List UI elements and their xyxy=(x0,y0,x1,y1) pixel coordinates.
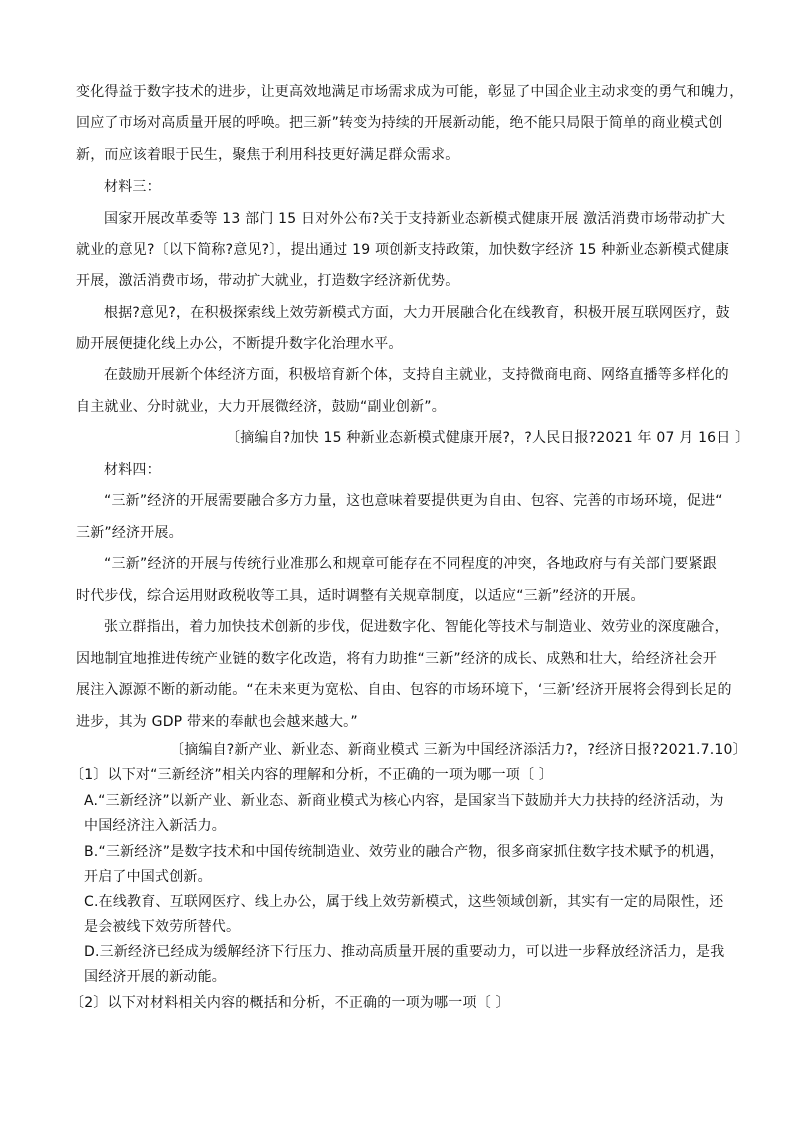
paragraph-line: 张立群指出，着力加快技术创新的步伐，促进数字化、智能化等技术与制造业、效劳业的深度融合， xyxy=(104,619,729,635)
paragraph-line: 根据?意见?，在积极探索线上效劳新模式方面，大力开展融合化在线教育，积极开展互联网医疗，鼓 xyxy=(104,305,730,321)
option-c-line: C.在线教育、互联网医疗、线上办公，属于线上效劳新模式，这些领域创新，其实有一定的局限性，还 xyxy=(84,894,724,910)
paragraph-line: 时代步伐，综合运用财政税收等工具，适时调整有关规章制度，以适应“三新”经济的开展。 xyxy=(76,588,645,604)
option-b-line: B.“三新经济”是数字技术和中国传统制造业、效劳业的融合产物，很多商家抓住数字技术赋予的机遇， xyxy=(84,844,724,860)
paragraph-line: 新，而应该着眼于民生，聚焦于利用科技更好满足群众需求。 xyxy=(76,147,460,163)
paragraph-line: “三新”经济的开展需要融合多方力量，这也意味着要提供更为自由、包容、完善的市场环境，促进“ xyxy=(104,493,723,509)
option-a-line: A.“三新经济”以新产业、新业态、新商业模式为核心内容，是国家当下鼓励并大力扶持的经济活动，为 xyxy=(84,793,724,809)
option-d-line: D.三新经济已经成为缓解经济下行压力、推动高质量开展的重要动力，可以进一步释放经济活力，是我 xyxy=(84,944,725,960)
paragraph-line: 变化得益于数字技术的进步，让更高效地满足市场需求成为可能，彰显了中国企业主动求变的勇气和魄力， xyxy=(76,84,744,100)
paragraph-line: 进步，其为 GDP 带来的奉献也会越来越大。” xyxy=(76,714,358,730)
source-citation: 〔摘编自?加快 15 种新业态新模式健康开展?，?人民日报?2021 年 07 月 16日 〕 xyxy=(226,430,750,446)
question-stem: 〔2〕以下对材料相关内容的概括和分析，不正确的一项为哪一项〔 〕 xyxy=(70,995,510,1011)
paragraph-line: 自主就业、分时就业，大力开展微经济，鼓励“副业创新”。 xyxy=(76,399,446,415)
paragraph-line: 就业的意见?〔以下简称?意见?〕，提出通过 19 项创新支持政策，加快数字经济 15 种新业态新模式健康 xyxy=(76,242,730,258)
question-stem: 〔1〕以下对“三新经济”相关内容的理解和分析，不正确的一项为哪一项〔 〕 xyxy=(70,767,554,783)
paragraph-line: 国家开展改革委等 13 部门 15 日对外公布?关于支持新业态新模式健康开展 激活消费市场带动扩大 xyxy=(104,211,726,227)
option-b-line: 开启了中国式创新。 xyxy=(84,869,212,885)
paragraph-line: 开展，激活消费市场，带动扩大就业，打造数字经济新优势。 xyxy=(76,273,460,289)
option-d-line: 国经济开展的新动能。 xyxy=(84,969,226,985)
option-c-line: 是会被线下效劳所替代。 xyxy=(84,919,241,935)
paragraph-line: 回应了市场对高质量开展的呼唤。把三新”转变为持续的开展新动能，绝不能只局限于简单的商业模式创 xyxy=(76,115,723,131)
source-citation: 〔摘编自?新产业、新业态、新商业模式 三新为中国经济添活力?，?经济日报?2021.7.10〕 xyxy=(170,742,747,758)
section-heading: 材料四： xyxy=(104,462,161,478)
paragraph-line: 励开展便捷化线上办公，不断提升数字化治理水平。 xyxy=(76,336,403,352)
paragraph-line: 展注入源源不断的新动能。“在未来更为宽松、自由、包容的市场环境下，‘三新’经济开展将会得到长足的 xyxy=(76,682,732,698)
paragraph-line: 三新”经济开展。 xyxy=(76,525,183,541)
paragraph-line: “三新”经济的开展与传统行业准那么和规章可能存在不同程度的冲突，各地政府与有关部门要紧跟 xyxy=(104,556,717,572)
paragraph-line: 在鼓励开展新个体经济方面，积极培育新个体，支持自主就业，支持微商电商、网络直播等多样化的 xyxy=(104,367,729,383)
option-a-line: 中国经济注入新活力。 xyxy=(84,818,226,834)
paragraph-line: 因地制宜地推进传统产业链的数字化改造，将有力助推“三新”经济的成长、成熟和壮大，给经济社会开 xyxy=(76,651,717,667)
section-heading: 材料三： xyxy=(104,179,161,195)
